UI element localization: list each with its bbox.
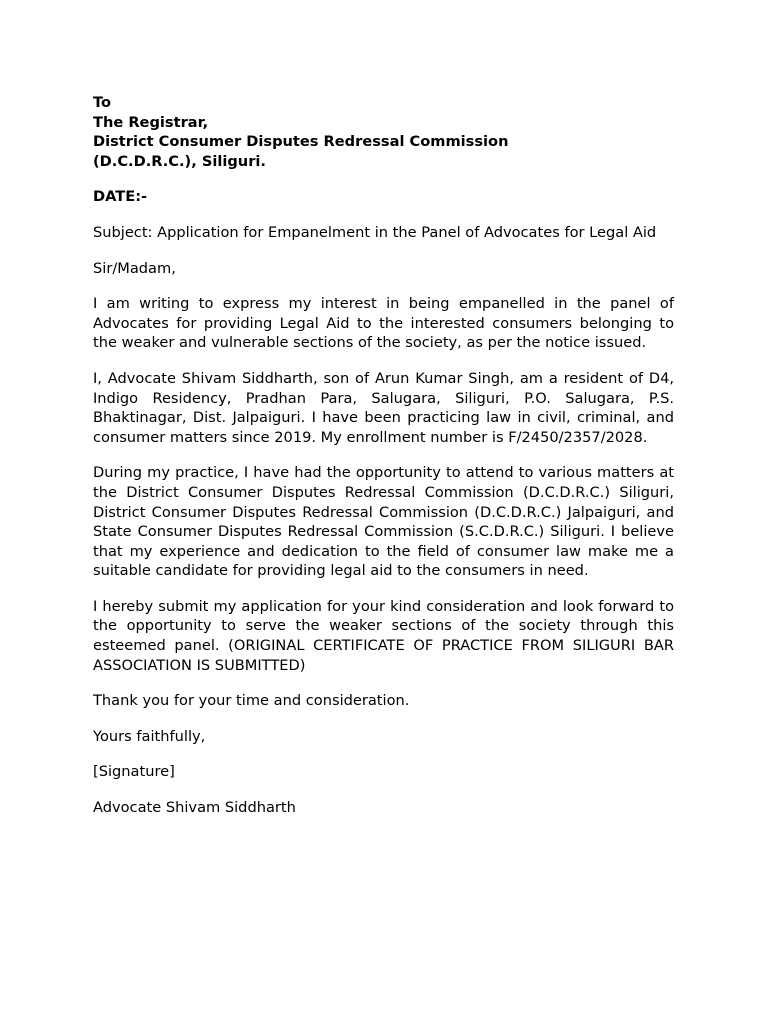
body-paragraph-1: I am writing to express my interest in being empanelled in the panel of Advocates for providing Legal Aid to the interested consumers belonging to the weaker and vulnerable sections of the society, as per the notice issued. <box>93 295 674 352</box>
subject-line: Subject: Application for Empanelment in the Panel of Advocates for Legal Aid <box>93 223 657 241</box>
thanks-line: Thank you for your time and consideration. <box>93 692 410 710</box>
address-commission: District Consumer Disputes Redressal Commission <box>93 133 509 151</box>
address-location: (D.C.D.R.C.), Siliguri. <box>93 152 266 170</box>
body-paragraph-3: During my practice, I have had the opportunity to attend to various matters at the District Consumer Disputes Redressal Commission (D.C.D.R.C.) Siliguri, District Consumer Disputes Redressal Commission (D.C.D.R.C.) Jalpaiguri, and State Consumer Disputes Redressal Commission (S.C.D.R.C.) Siliguri. I believe that my experience and dedication to the field of consumer law make me a suitable candidate for providing legal aid to the consumers in need. <box>93 464 674 580</box>
address-to: To <box>93 94 112 111</box>
body-paragraph-2: I, Advocate Shivam Siddharth, son of Arun Kumar Singh, am a resident of D4, Indigo Residency, Pradhan Para, Salugara, Siliguri, P.O. Salugara, P.S. Bhaktinagar, Dist. Jalpaiguri. I have been practicing law in civil, criminal, and consumer matters since 2019. My enrollment number is F/2450/2357/2028. <box>93 369 674 446</box>
date-label: DATE:- <box>93 188 148 206</box>
closing-line: Yours faithfully, <box>93 727 206 745</box>
body-paragraph-4: I hereby submit my application for your kind consideration and look forward to the opportunity to serve the weaker sections of the society through this esteemed panel. (ORIGINAL CERTIFICATE OF PRACTICE FROM SILIGURI BAR ASSOCIATION IS SUBMITTED) <box>93 597 674 674</box>
signature-placeholder: [Signature] <box>93 763 175 781</box>
recipient-address <box>93 93 674 171</box>
sender-name: Advocate Shivam Siddharth <box>93 799 296 817</box>
salutation: Sir/Madam, <box>93 259 176 277</box>
letter-page <box>93 93 674 818</box>
address-registrar: The Registrar, <box>93 113 209 131</box>
